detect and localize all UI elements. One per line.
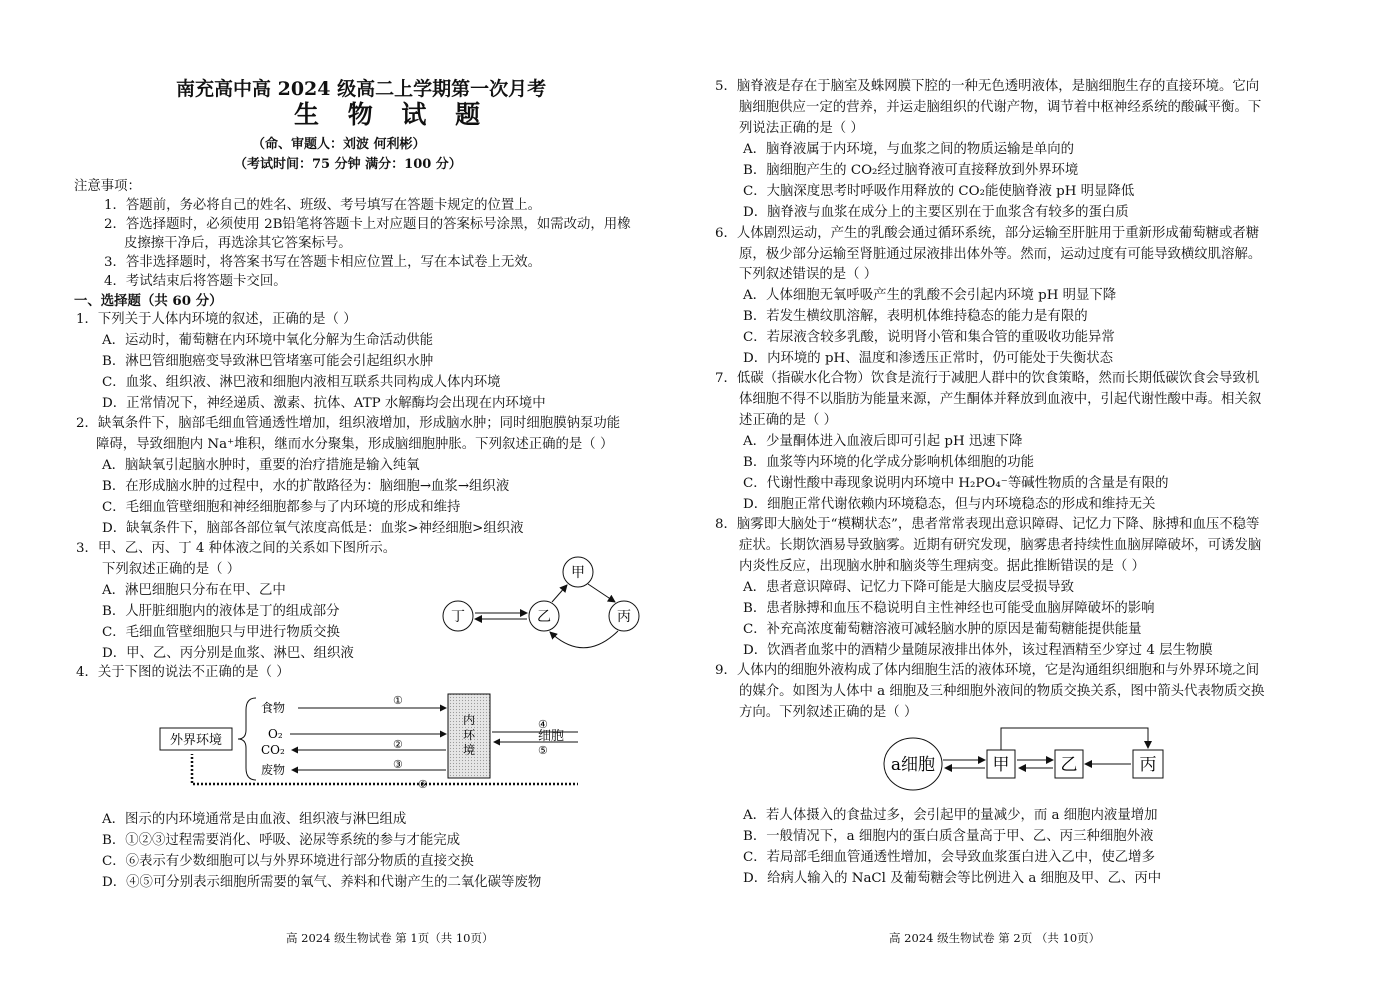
q4-option-d: D．④⑤可分别表示细胞所需要的氧气、养料和代谢产生的二氧化碳等废物 <box>102 875 542 890</box>
q8-stem: 8．脑雾即大脑处于“模糊状态”，患者常常表现出意识障碍、记忆力下降、脉搏和血压不稳等 <box>715 517 1260 532</box>
num-5: ⑤ <box>538 744 548 757</box>
footer-right: 高 2024 级生物试卷 第 2页 （共 10页） <box>889 931 1101 945</box>
co2-label: CO₂ <box>261 743 285 757</box>
waste-label: 废物 <box>261 763 286 777</box>
q5-option-c: C．大脑深度思考时呼吸作用释放的 CO₂能使脑脊液 pH 明显降低 <box>743 184 1135 199</box>
q6-stem: 原，极少部分运输至肾脏通过尿液排出体外等。然而，运动过度有可能导致横纹肌溶解。 <box>739 247 1262 262</box>
q9-stem: 方向。下列叙述正确的是（ ） <box>739 705 918 720</box>
num-3: ③ <box>393 758 403 771</box>
q4-stem: 4．关于下图的说法不正确的是（ ） <box>76 665 290 680</box>
num-2: ② <box>393 738 403 751</box>
q2-stem: 障碍，导致细胞内 Na⁺堆积，继而水分聚集，形成脑细胞肿胀。下列叙述正确的是（ ） <box>96 437 614 452</box>
arrow-jia-to-bing <box>1001 728 1148 750</box>
q7-option-d: D．细胞正常代谢依赖内环境稳态，但与内环境稳态的形成和维持无关 <box>743 497 1156 512</box>
q2-option-a: A．脑缺氧引起脑水肿时，重要的治疗措施是输入纯氧 <box>102 458 420 473</box>
q9-option-c: C．若局部毛细血管通透性增加，会导致血浆蛋白进入乙中，使乙增多 <box>743 850 1155 865</box>
q3-stem: 下列叙述正确的是（ ） <box>102 562 241 577</box>
arrow-bing-to-yi <box>550 631 618 648</box>
num-6: ⑥ <box>418 778 428 790</box>
q7-stem: 述正确的是（ ） <box>739 413 837 428</box>
q5-option-b: B．脑细胞产生的 CO₂经过脑脊液可直接释放到外界环境 <box>743 163 1079 178</box>
note-item: 4．考试结束后将答题卡交回。 <box>104 274 287 289</box>
q6-stem: 下列叙述错误的是（ ） <box>739 267 878 282</box>
inner-env-char: 内 <box>462 713 476 727</box>
q6-option-a: A．人体细胞无氧呼吸产生的乳酸不会引起内环境 pH 明显下降 <box>743 288 1117 303</box>
q1-option-a: A．运动时，葡萄糖在内环境中氧化分解为生命活动供能 <box>102 333 434 348</box>
q3-stem: 3．甲、乙、丙、丁 4 种体液之间的关系如下图所示。 <box>76 541 397 556</box>
num-4: ④ <box>538 718 548 731</box>
label-jia: 甲 <box>992 755 1010 775</box>
q1-option-b: B．淋巴管细胞癌变导致淋巴管堵塞可能会引起组织水肿 <box>102 354 434 369</box>
q2-option-c: C．毛细血管壁细胞和神经细胞都参与了内环境的形成和维持 <box>102 500 461 515</box>
a-cell-label: a细胞 <box>890 755 936 775</box>
q2-option-d: D．缺氧条件下，脑部各部位氧气浓度高低是：血浆>神经细胞>组织液 <box>102 521 524 536</box>
exam-info: （考试时间：75 分钟 满分：100 分） <box>234 157 462 172</box>
q4-cell-label: 细胞 <box>538 729 565 744</box>
label-bing: 丙 <box>617 609 631 625</box>
q8-stem: 内炎性反应，出现脑水肿和脑炎等生理病变。据此推断错误的是（ ） <box>739 559 1145 574</box>
q7-option-c: C．代谢性酸中毒现象说明内环境中 H₂PO₄⁻等碱性物质的含量是有限的 <box>743 476 1169 491</box>
label-bing: 丙 <box>1139 755 1157 775</box>
q2-option-b: B．在形成脑水肿的过程中，水的扩散路径为：脑细胞→血浆→组织液 <box>102 479 510 494</box>
q4-option-b: B．①②③过程需要消化、呼吸、泌尿等系统的参与才能完成 <box>102 833 460 848</box>
q7-stem: 7．低碳（指碳水化合物）饮食是流行于减肥人群中的饮食策略，然而长期低碳饮食会导致机 <box>715 371 1260 386</box>
footer-left: 高 2024 级生物试卷 第 1页（共 10页） <box>286 931 494 945</box>
q4-option-c: C．⑥表示有少数细胞可以与外界环境进行部分物质的直接交换 <box>102 854 474 869</box>
section-heading: 一、选择题（共 60 分） <box>74 293 223 309</box>
exam-title: 南充高中高 2024 级高二上学期第一次月考 <box>176 78 547 100</box>
q8-stem: 症状。长期饮酒易导致脑雾。近期有研究发现，脑雾患者持续性血脑屏障破坏，可诱发脑 <box>739 538 1262 553</box>
arrow-6-path <box>192 754 578 784</box>
q3-option-c: C．毛细血管壁细胞只与甲进行物质交换 <box>102 625 340 640</box>
q4-exchange-diagram <box>158 690 578 790</box>
q3-option-b: B．人肝脏细胞内的液体是丁的组成部分 <box>102 604 340 619</box>
notes-heading: 注意事项： <box>74 179 141 194</box>
food-label: 食物 <box>261 701 286 715</box>
num-1: ① <box>393 694 403 707</box>
q7-stem: 体细胞不得不以脂肪为能量来源，产生酮体并释放到血液中，引起代谢性酸中毒。相关叙 <box>739 392 1262 407</box>
inner-env-label <box>463 712 476 757</box>
q5-option-d: D．脑脊液与血浆在成分上的主要区别在于血浆含有较多的蛋白质 <box>743 205 1129 220</box>
o2-label: O₂ <box>268 727 283 741</box>
q8-option-a: A．患者意识障碍、记忆力下降可能是大脑皮层受损导致 <box>743 580 1075 595</box>
label-yi: 乙 <box>1060 755 1078 775</box>
q6-stem: 6．人体剧烈运动，产生的乳酸会通过循环系统，部分运输至肝脏用于重新形成葡萄糖或者糖 <box>715 226 1260 241</box>
q6-option-b: B．若发生横纹肌溶解，表明机体维持稳态的能力是有限的 <box>743 309 1088 324</box>
q8-option-c: C．补充高浓度葡萄糖溶液可减轻脑水肿的原因是葡萄糖能提供能量 <box>743 622 1142 637</box>
q6-option-d: D．内环境的 pH、温度和渗透压正常时，仍可能处于失衡状态 <box>743 351 1114 366</box>
q5-stem: 脑细胞供应一定的营养，并运走脑组织的代谢产物，调节着中枢神经系统的酸碱平衡。下 <box>739 100 1262 115</box>
q1-stem: 1．下列关于人体内环境的叙述，正确的是（ ） <box>76 312 357 327</box>
q7-option-b: B．血浆等内环境的化学成分影响机体细胞的功能 <box>743 455 1035 470</box>
label-ding: 丁 <box>451 609 465 625</box>
q5-option-a: A．脑脊液属于内环境，与血浆之间的物质运输是单向的 <box>743 142 1075 157</box>
q3-fluid-diagram <box>440 552 670 662</box>
note-item: 2．答选择题时，必须使用 2B铅笔将答题卡上对应题目的答案标号涂黑，如需改动，用橡 <box>104 217 631 232</box>
q8-option-d: D．饮酒者血浆中的酒精少量随尿液排出体外，该过程酒精至少穿过 4 层生物膜 <box>743 643 1213 658</box>
q9-option-a: A．若人体摄入的食盐过多，会引起甲的量减少，而 a 细胞内液量增加 <box>743 808 1158 823</box>
authors: （命、审题人：刘波 何利彬） <box>252 137 426 152</box>
inner-env-char: 环 <box>462 728 476 742</box>
q8-option-b: B．患者脉搏和血压不稳说明自主性神经也可能受血脑屏障破坏的影响 <box>743 601 1155 616</box>
brace <box>238 698 256 780</box>
label-yi: 乙 <box>537 609 551 625</box>
q5-stem: 列说法正确的是（ ） <box>739 121 864 136</box>
arrow-jia-to-bing <box>588 584 615 602</box>
note-item: 3．答非选择题时，将答案书写在答题卡相应位置上，写在本试卷上无效。 <box>104 255 542 270</box>
q4-option-a: A．图示的内环境通常是由血液、组织液与淋巴组成 <box>102 812 407 827</box>
q2-stem: 2．缺氧条件下，脑部毛细血管通透性增加，组织液增加，形成脑水肿；同时细胞膜钠泵功能 <box>76 416 621 431</box>
q9-option-d: D．给病人输入的 NaCl 及葡萄糖会等比例进入 a 细胞及甲、乙、丙中 <box>743 871 1162 886</box>
q6-option-c: C．若尿液含较多乳酸，说明肾小管和集合管的重吸收功能异常 <box>743 330 1115 345</box>
q9-stem: 9．人体内的细胞外液构成了体内细胞生活的液体环境，它是沟通组织细胞和与外界环境之间 <box>715 663 1260 678</box>
q3-option-d: D．甲、乙、丙分别是血浆、淋巴、组织液 <box>102 646 354 661</box>
q9-exchange-diagram <box>881 722 1171 792</box>
q1-option-d: D．正常情况下，神经递质、激素、抗体、ATP 水解酶均会出现在内环境中 <box>102 396 546 411</box>
q1-option-c: C．血浆、组织液、淋巴液和细胞内液相互联系共同构成人体内环境 <box>102 375 501 390</box>
q3-option-a: A．淋巴细胞只分布在甲、乙中 <box>102 583 286 598</box>
label-jia: 甲 <box>571 565 585 581</box>
q7-option-a: A．少量酮体进入血液后即可引起 pH 迅速下降 <box>743 434 1023 449</box>
arrow-yi-to-jia <box>552 585 567 602</box>
note-item: 皮擦擦干净后，再选涂其它答案标号。 <box>124 236 352 251</box>
outer-env-label: 外界环境 <box>169 733 223 748</box>
q5-stem: 5．脑脊液是存在于脑室及蛛网膜下腔的一种无色透明液体，是脑细胞生存的直接环境。它向 <box>715 79 1260 94</box>
note-item: 1．答题前，务必将自己的姓名、班级、考号填写在答题卡规定的位置上。 <box>104 198 542 213</box>
subject-title: 生 物 试 题 <box>294 100 491 129</box>
q9-option-b: B．一般情况下，a 细胞内的蛋白质含量高于甲、乙、丙三种细胞外液 <box>743 829 1154 844</box>
inner-env-char: 境 <box>462 743 476 757</box>
q9-stem: 的媒介。如图为人体中 a 细胞及三种细胞外液间的物质交换关系，图中箭头代表物质交换 <box>739 684 1265 699</box>
